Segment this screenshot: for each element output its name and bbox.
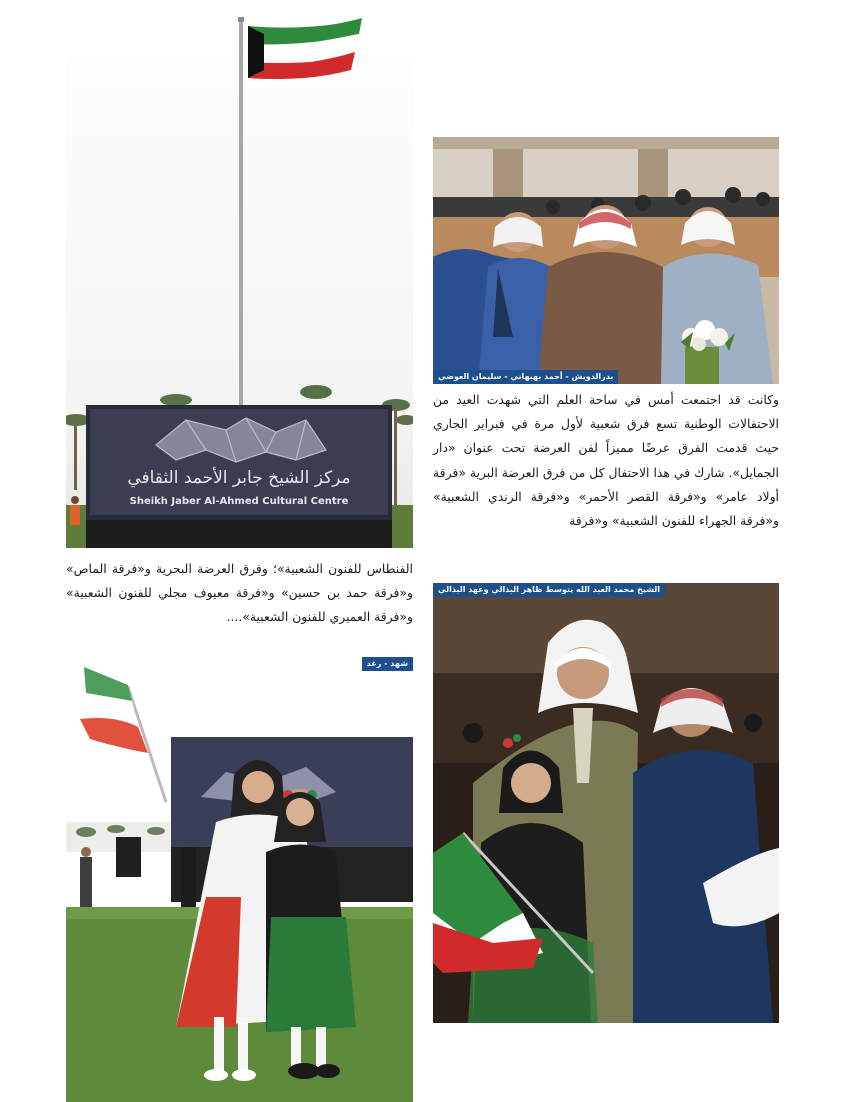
officials-photo <box>433 137 779 384</box>
article-paragraph-left: الفنطاس للفنون الشعبية»؛ وفرق العرضة البحرية و«فرقة الماص» و«فرقة حمد بن حسين» و«فرقة معيوف مجلي للفنون الشعبية» و«فرقة العميري للفنون الشعبية».... <box>66 561 413 625</box>
sheikh-photo-caption: الشيخ محمد العبد الله يتوسط ظاهر البذالي وعهد البذالي <box>433 583 665 597</box>
girls-photo-caption: شهد - رغد <box>362 657 413 671</box>
article-column-left <box>66 557 413 630</box>
officials-photo-caption: بدرالدويش - أحمد بهبهاني - سليمان العوضي <box>433 370 618 384</box>
screen-english-name: Sheikh Jaber Al-Ahmed Cultural Centre <box>129 496 349 507</box>
sheikh-group-photo <box>433 583 779 1023</box>
girls-photo <box>66 657 413 1102</box>
flagpole-screen-photo <box>66 0 413 548</box>
article-paragraph-right: وكانت قد اجتمعت أمس في ساحة العلم التي شهدت العيد من الاحتفالات الوطنية تسع فرق شعبية لأول مرة في فبراير الجاري حيث قدمت الفرق عرضًا مميزاً لفن العرضة تحت عنوان «دار الجمايل». شارك في هذا الاحتفال كل من فرق العرضة البرية «فرقة أولاد عامر» و«فرقة القصر الأحمر» و«فرقة الرندي الشعبية» و«فرقة الجهراء للفنون الشعبية» و«فرقة <box>433 392 779 529</box>
kuwait-flag <box>248 18 362 79</box>
screen-arabic-name: مركز الشيخ جابر الأحمد الثقافي <box>127 468 351 488</box>
article-column-right <box>433 388 779 533</box>
